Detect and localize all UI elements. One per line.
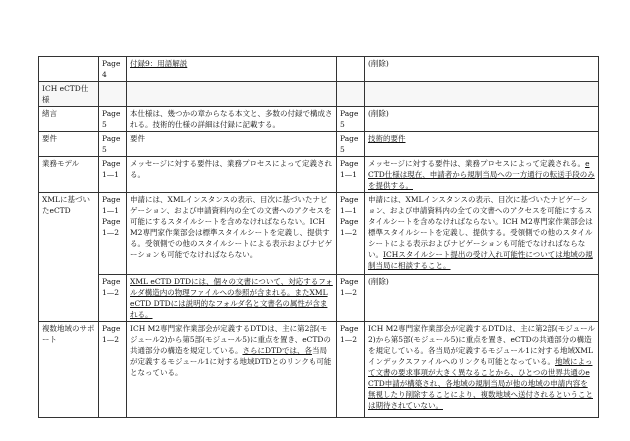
page-ref-new bbox=[337, 57, 365, 82]
page-ref-old: Page 5 bbox=[99, 107, 127, 132]
table-row bbox=[39, 107, 599, 132]
old-text-cell bbox=[127, 322, 337, 418]
old-text: 当局が定義するモジュール1に対する地域DTDとのリンクも可能となっている。 bbox=[130, 346, 332, 377]
page-ref-new: Page 5 bbox=[337, 132, 365, 157]
added-text: ICHスタイルシート提出の受け入れ可能性については地域の規制当局に相談すること。 bbox=[368, 250, 593, 270]
section-label: 複数地域のサポート bbox=[39, 322, 99, 418]
section-label: 緒言 bbox=[39, 107, 99, 132]
table-row bbox=[39, 275, 599, 322]
page-ref-old: Page 1—2 bbox=[99, 275, 127, 322]
old-text-cell bbox=[127, 57, 337, 82]
old-text-cell bbox=[127, 275, 337, 322]
old-text: メッセージに対する要件は、業務プロセスによって定義される。 bbox=[127, 157, 337, 193]
section-label: 要件 bbox=[39, 132, 99, 157]
new-text: 技術的要件 bbox=[368, 134, 406, 143]
page-ref-old: Page 4 bbox=[99, 57, 127, 82]
new-text: ICH M2専門家作業部会が定義するDTDは、主に第2部(モジュール2)から第5部(モジュール5)に重点を置き、eCTDの共通部分の構造を規定している。各当局が定義するモジュール1に対する地域XMLインデックスファイルへのリンクも可能となっている。 bbox=[368, 324, 596, 366]
page-ref-old: Page 5 bbox=[99, 132, 127, 157]
section-label: 業務モデル bbox=[39, 157, 99, 193]
old-text: ICH M2専門家作業部会が定義するDTDは、主に第2部(モジュール2)から第5部(モジュール5)に重点を置き、eCTDの共通部分の構造を規定している。 bbox=[130, 324, 331, 355]
table-row bbox=[39, 82, 599, 107]
added-text: eCTD仕様は現在、申請者から規制当局への一方通行の転送手段のみを提供する。 bbox=[368, 159, 595, 190]
table-row bbox=[39, 57, 599, 82]
old-text: XML eCTD DTDには、個々の文書について、対応するフォルダ構造内の物理ファイルへの参照が含まれる。またXML eCTD DTDには説明的なフォルダ名と文書名の属性が含まれる。 bbox=[130, 277, 333, 319]
new-text: メッセージに対する要件は、業務プロセスによって定義される。 bbox=[368, 159, 586, 168]
page-ref-new: Page 1—1 Page 1—2 bbox=[337, 193, 365, 275]
table-row bbox=[39, 322, 599, 418]
old-text: 申請には、XMLインスタンスの表示、目次に基づいたナビゲーション、および申請資料内の全ての文書へのアクセスを可能にするスタイルシートを含めなければならない。ICH M2専門家作業部会は標準スタイルシートを定義し、提供する。受領側での他のスタイルシートによる表示およびナビゲーションも可能でなければならない。 bbox=[127, 193, 337, 275]
new-text-cell bbox=[365, 157, 599, 193]
page-ref-old: Page 1—1 Page 1—2 bbox=[99, 193, 127, 275]
new-text-cell bbox=[365, 132, 599, 157]
added-text: 地域によって文書の要求事項が大きく異なることから、ひとつの世界共通のeCTD申請が構築され、各地域の規制当局が他の地域の申請内容を無視したり削除することにより、複数地域へ送付されるということは期待されていない。 bbox=[368, 357, 593, 410]
page-ref-old: Page 1—2 bbox=[99, 322, 127, 418]
section-label: XMLに基づいたeCTD bbox=[39, 193, 99, 322]
page-ref-new: Page 5 bbox=[337, 107, 365, 132]
new-text: (削除) bbox=[365, 107, 599, 132]
old-text: 要件 bbox=[127, 132, 337, 157]
new-text: 申請には、XMLインスタンスの表示、目次に基づいたナビゲーション、および申請資料内の全ての文書へのアクセスを可能にするスタイルシートを含めなければならない。ICH M2専門家作業部会は標準スタイルシートを定義し、提供する。受領側での他のスタイルシートによる表示およびナビゲーションも可能でなければならない。 bbox=[368, 195, 593, 259]
page-ref-new: Page 1—2 bbox=[337, 322, 365, 418]
old-text: 付録9：用語解説 bbox=[130, 59, 188, 68]
old-text: 本仕様は、幾つかの章からなる本文と、多数の付録で構成される。技術的仕様の詳細は付録に記載する。 bbox=[127, 107, 337, 132]
table-row bbox=[39, 132, 599, 157]
section-label-cell bbox=[39, 57, 99, 82]
removed-text: さらにDTDでは、各 bbox=[242, 346, 313, 355]
new-text-cell: (削除) bbox=[365, 57, 599, 82]
section-heading: ICH eCTD仕様 bbox=[39, 82, 99, 107]
new-text-cell bbox=[365, 193, 599, 275]
page-ref-old: Page 1—1 bbox=[99, 157, 127, 193]
new-text: (削除) bbox=[365, 275, 599, 322]
page-ref-new: Page 1—2 bbox=[337, 275, 365, 322]
comparison-table bbox=[38, 56, 599, 418]
table-row bbox=[39, 157, 599, 193]
new-text-cell bbox=[365, 322, 599, 418]
table-row bbox=[39, 193, 599, 275]
page-ref-new: Page 1—1 bbox=[337, 157, 365, 193]
